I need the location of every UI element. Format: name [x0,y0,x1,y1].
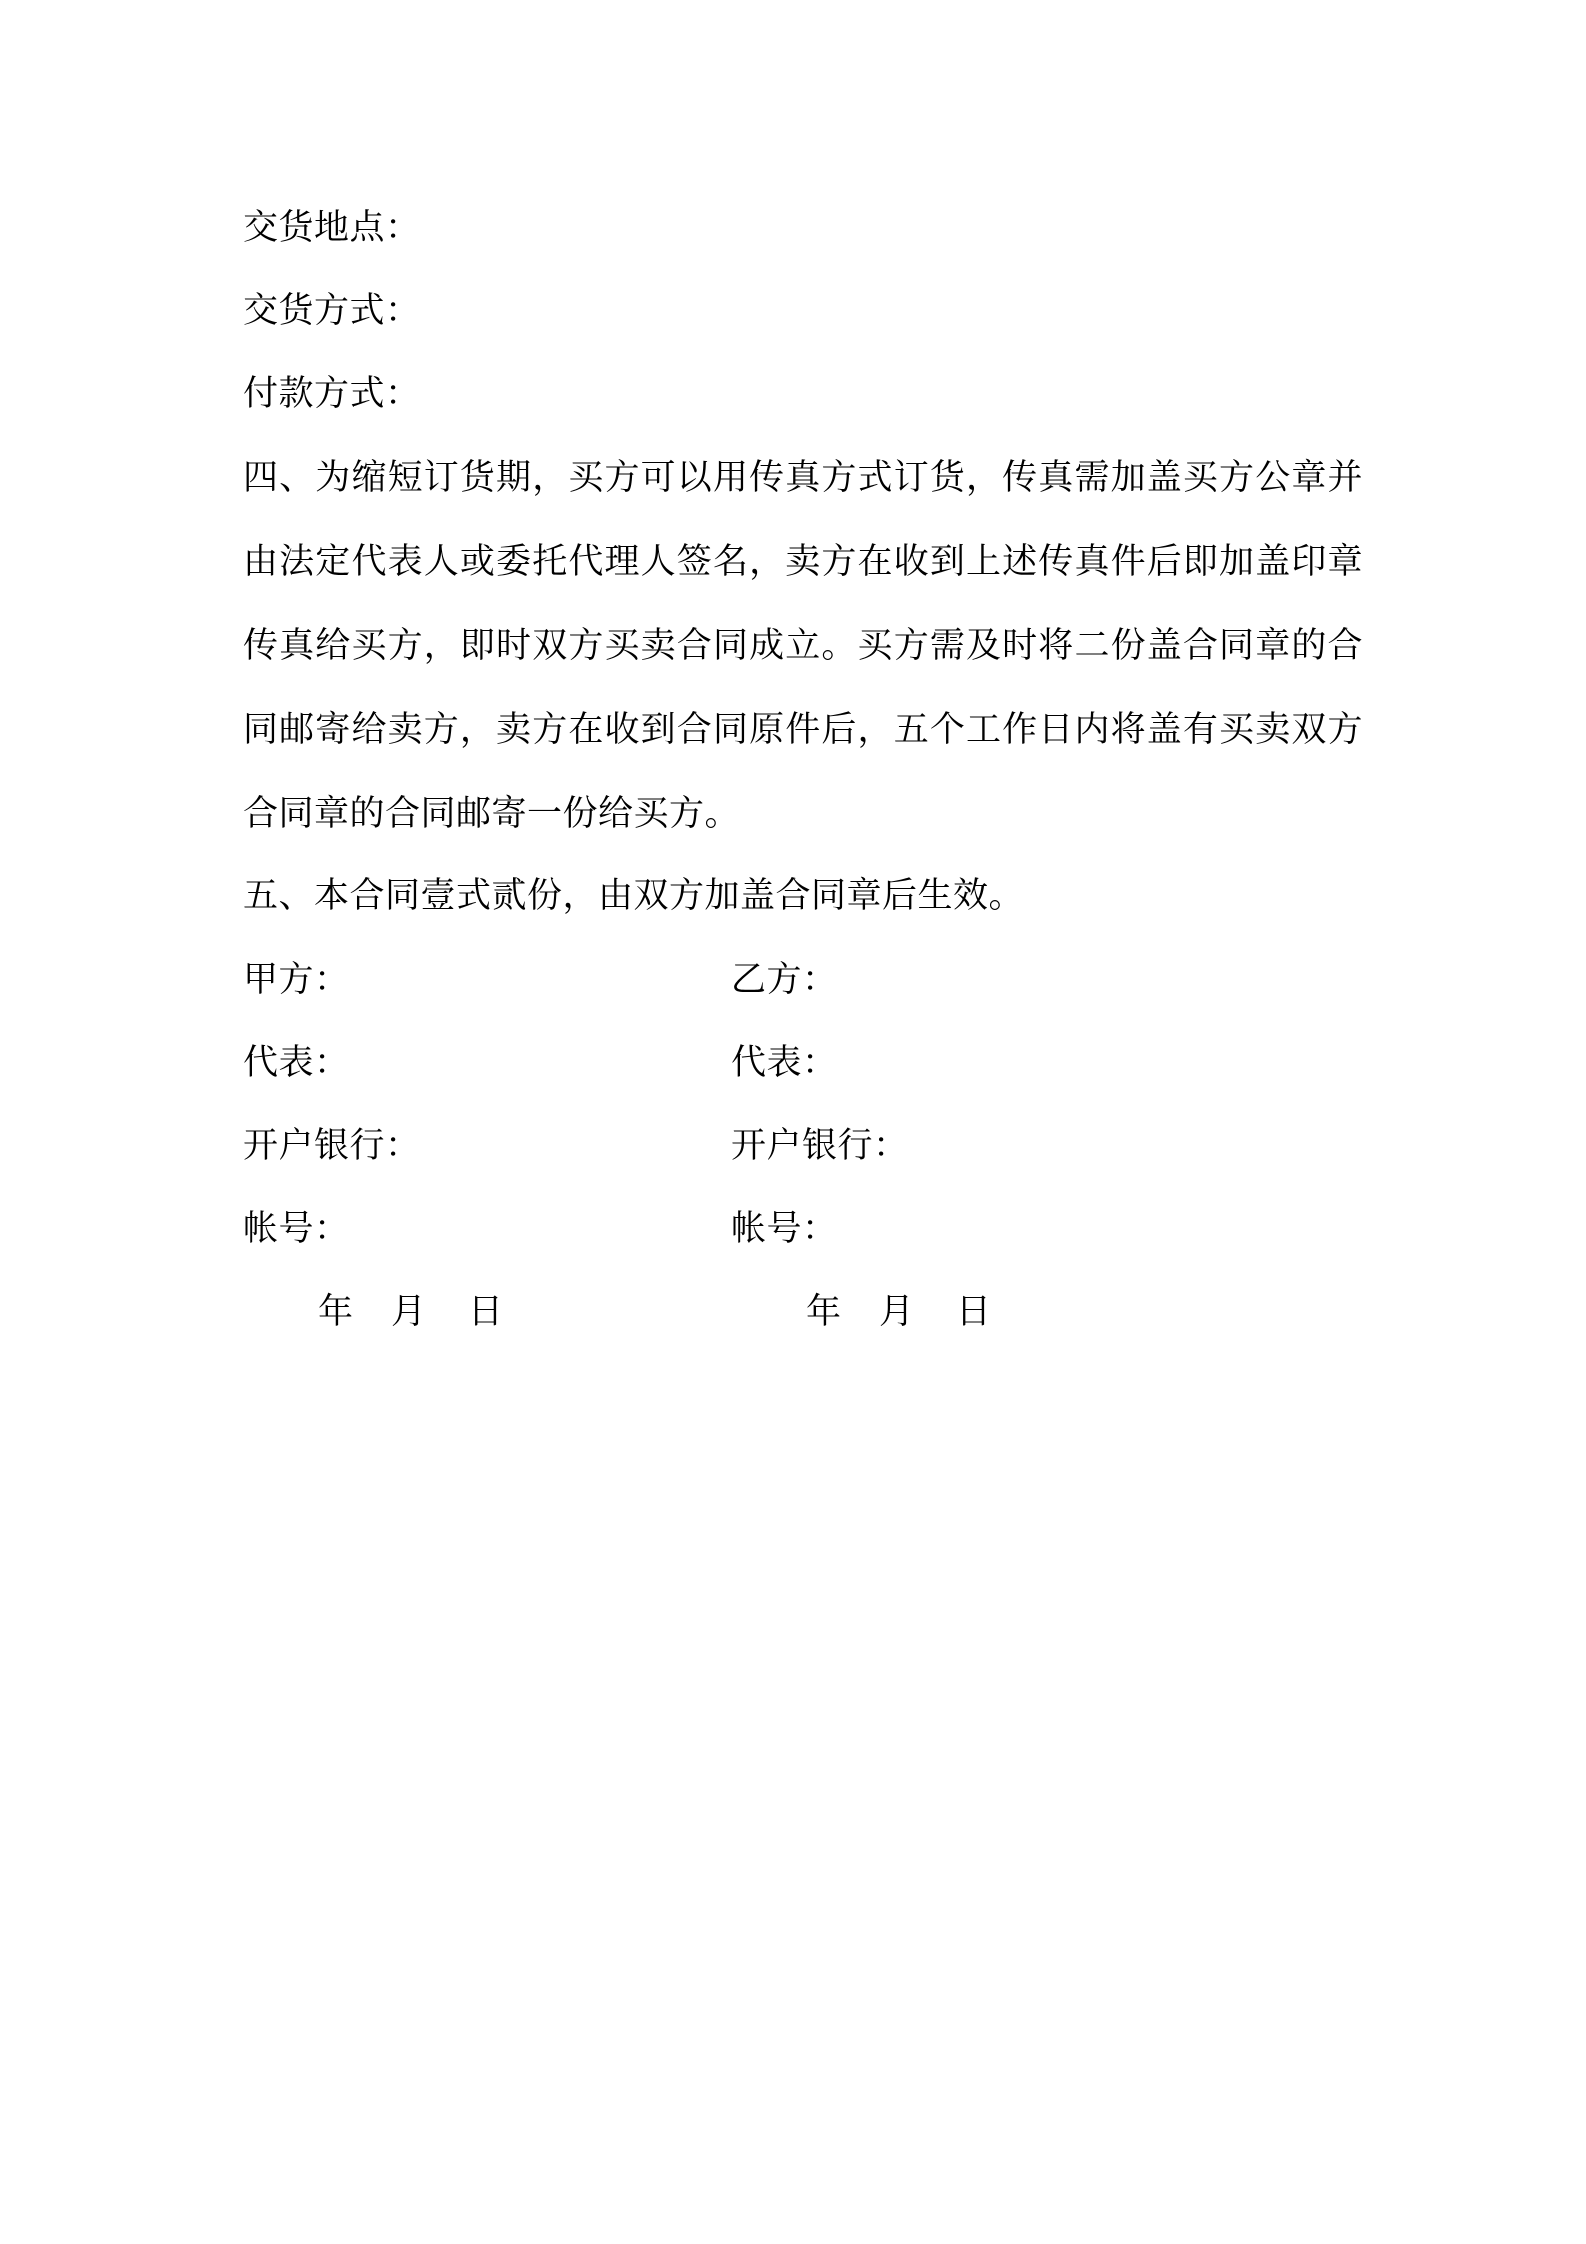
clause-four: 四、为缩短订货期，买方可以用传真方式订货，传真需加盖买方公章并由法定代表人或委托代理人签名，卖方在收到上述传真件后即加盖印章传真给买方，即时双方买卖合同成立。买方需及时将二份盖合同章的合同邮寄给卖方，卖方在收到合同原件后，五个工作日内将盖有买卖双方合同章的合同邮寄一份给买方。 [243,458,1363,834]
party-b-label: 乙方： [731,960,838,1000]
party-b-date-month: 月 [879,1292,915,1332]
party-a-date-month: 月 [391,1292,427,1332]
clause-five: 五、本合同壹式贰份，由双方加盖合同章后生效。 [243,876,1025,916]
party-b-account-label: 帐号： [731,1209,838,1249]
party-a-date-year: 年 [318,1292,354,1332]
party-a-date [318,1292,503,1332]
delivery-method-label: 交货方式： [243,291,421,331]
party-a-representative-label: 代表： [243,1043,350,1083]
party-b-date-year: 年 [806,1292,842,1332]
party-a-bank-label: 开户银行： [243,1126,421,1166]
payment-method-label: 付款方式： [243,374,421,414]
party-b-representative-label: 代表： [731,1043,838,1083]
party-a-account-label: 帐号： [243,1209,350,1249]
party-a-label: 甲方： [243,960,350,1000]
party-b-date [806,1292,991,1332]
party-a-date-day: 日 [468,1292,504,1332]
delivery-place-label: 交货地点： [243,208,421,248]
party-b-date-day: 日 [956,1292,992,1332]
party-b-bank-label: 开户银行： [731,1126,909,1166]
